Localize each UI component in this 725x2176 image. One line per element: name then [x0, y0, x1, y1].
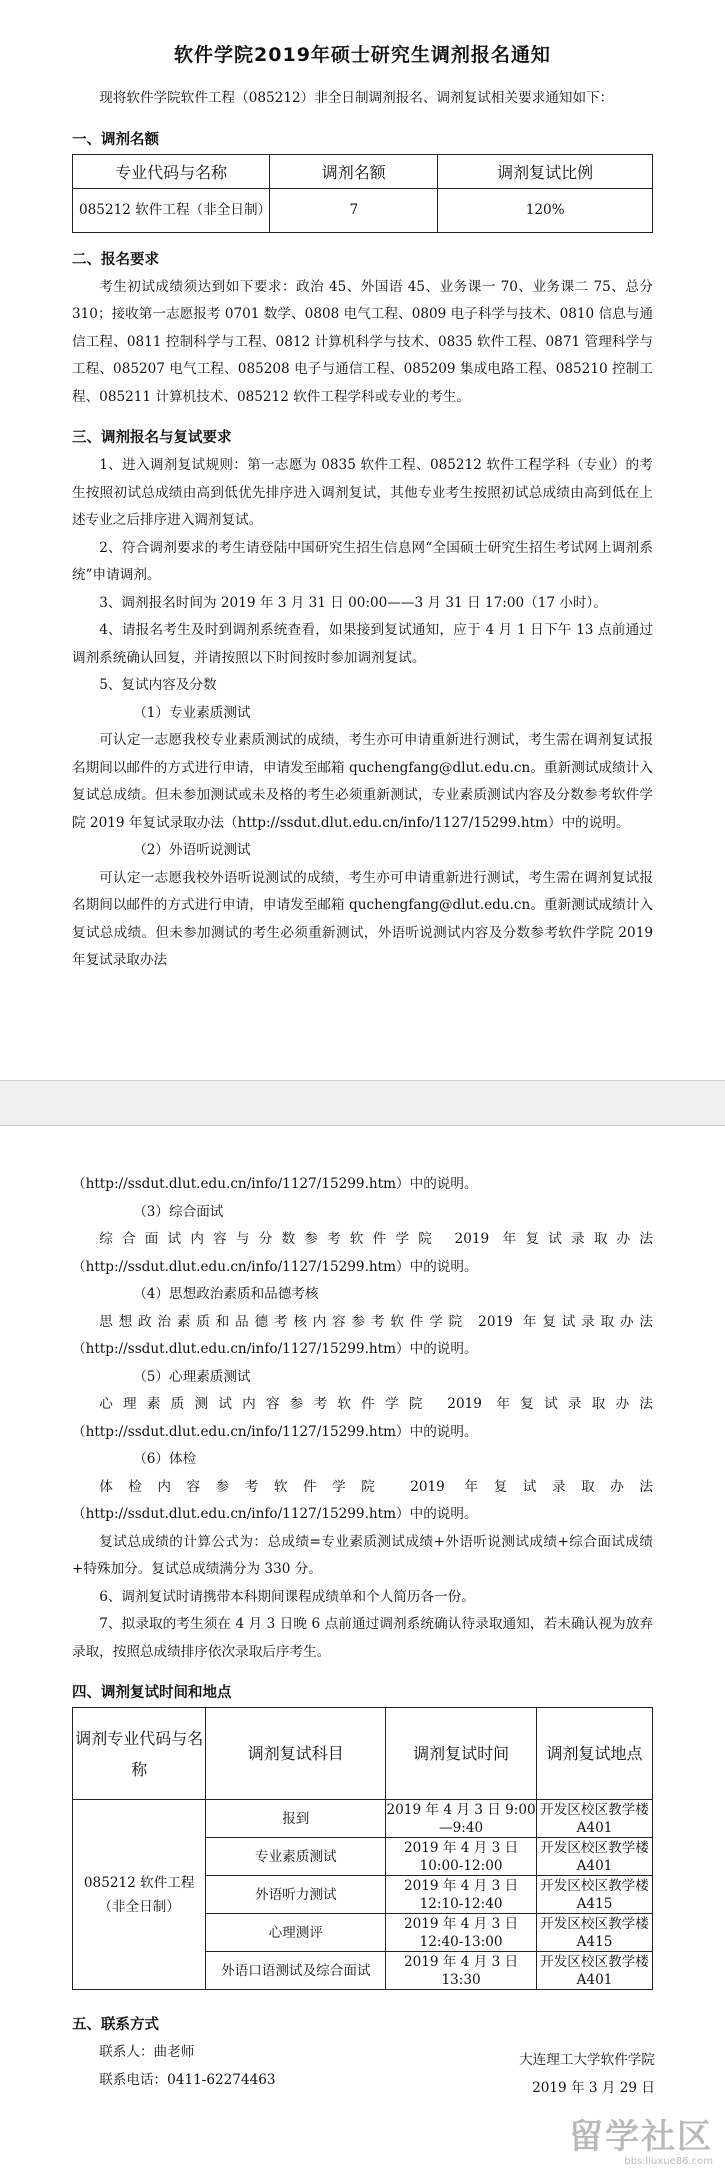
- contact-person: 联系人：曲老师: [99, 2044, 195, 2060]
- sub-5-text: 心理素质测试内容参考软件学院 2019 年复试录取办法（http://ssdut.dlut.edu.cn/info/1127/15299.htm）中的说明。: [72, 1396, 653, 1440]
- sub-3-text: 综合面试内容与分数参考软件学院 2019 年复试录取办法（http://ssdut.dlut.edu.cn/info/1127/15299.htm）中的说明。: [72, 1231, 653, 1275]
- quota-header-ratio: 调剂复试比例: [438, 154, 653, 188]
- schedule-header-time: 调剂复试时间: [386, 1708, 537, 1800]
- quota-header-major: 专业代码与名称: [73, 154, 270, 188]
- schedule-cell-subject: 心理测评: [206, 1914, 386, 1952]
- schedule-cell-time: 2019 年 4 月 3 日 12:10-12:40: [386, 1876, 537, 1914]
- schedule-cell-time: 2019 年 4 月 3 日 10:00-12:00: [386, 1838, 537, 1876]
- document-page-1: [0, 0, 725, 1080]
- sub-6-text: 体检内容参考软件学院 2019 年复试录取办法（http://ssdut.dlut.edu.cn/info/1127/15299.htm）中的说明。: [72, 1478, 653, 1522]
- page-break: [0, 1080, 725, 1126]
- schedule-cell-subject: 报到: [206, 1800, 386, 1838]
- schedule-cell-time: 2019 年 4 月 3 日 9:00—9:40: [386, 1801, 536, 1836]
- schedule-cell-subject: 专业素质测试: [206, 1838, 386, 1876]
- section-5-heading: 五、联系方式: [72, 2017, 159, 2033]
- rule-6: 6、调剂复试时请携带本科期间课程成绩单和个人简历各一份。: [99, 1588, 475, 1605]
- signature-block: [519, 2046, 655, 2102]
- quota-cell-count: 7: [270, 188, 438, 232]
- rule-7: 7、拟录取的考生须在 4 月 3 日晚 6 点前通过调剂系统确认待录取通知，若未确认视为放弃录取，按照总成绩排序依次录取后序考生。: [72, 1616, 653, 1660]
- rule-3: 3、调剂报名时间为 2019 年 3 月 31 日 00:00——3 月 31 日 17:00（17 小时）。: [99, 594, 607, 611]
- schedule-cell-time: 2019 年 4 月 3 日 12:40-13:00: [386, 1914, 537, 1952]
- schedule-header-place: 调剂复试地点: [536, 1708, 652, 1800]
- sub-6-title: （6）体检: [133, 1451, 197, 1467]
- rule-2: 2、符合调剂要求的考生请登陆中国研究生招生信息网“全国硕士研究生招生考试网上调剂系统”申请调剂。: [72, 539, 653, 583]
- schedule-cell-place: 开发区校区教学楼 A401: [536, 1952, 652, 1990]
- schedule-cell-place: 开发区校区教学楼 A401: [536, 1838, 652, 1876]
- sub-4-title: （4）思想政治素质和品德考核: [133, 1286, 319, 1302]
- schedule-header-major: 调剂专业代码与名称: [73, 1708, 206, 1800]
- schedule-cell-subject: 外语听力测试: [206, 1876, 386, 1914]
- section-3-heading: 三、调剂报名与复试要求: [72, 430, 232, 446]
- sub-3-title: （3）综合面试: [133, 1203, 224, 1220]
- signature-date: 2019 年 3 月 29 日: [532, 2080, 655, 2096]
- schedule-cell-time: 2019 年 4 月 3 日 13:30: [386, 1952, 537, 1990]
- schedule-cell-place: 开发区校区教学楼 A415: [536, 1876, 652, 1914]
- quota-cell-major: 085212 软件工程（非全日制）: [73, 188, 270, 232]
- schedule-cell-subject: 外语口语测试及综合面试: [206, 1952, 386, 1990]
- intro-paragraph: 现将软件学院软件工程（085212）非全日制调剂报名、调剂复试相关要求通知如下：: [99, 90, 614, 106]
- table-row: [73, 1800, 653, 1838]
- quota-table: [72, 154, 653, 233]
- sub-1-title: （1）专业素质测试: [133, 704, 251, 721]
- section-4-heading: 四、调剂复试时间和地点: [72, 1685, 232, 1701]
- sub-2-text-continued: （http://ssdut.dlut.edu.cn/info/1127/15299.htm）中的说明。: [72, 1176, 478, 1192]
- watermark-url: bbs.liuxue86.com: [624, 2156, 713, 2167]
- document-title: 软件学院2019年硕士研究生调剂报名通知: [174, 44, 551, 66]
- watermark-logo: [569, 2118, 713, 2168]
- quota-header-count: 调剂名额: [270, 154, 438, 188]
- schedule-cell-place: 开发区校区教学楼 A415: [536, 1914, 652, 1952]
- sub-1-text: 可认定一志愿我校专业素质测试的成绩，考生亦可申请重新进行测试，考生需在调剂复试报名期间以邮件的方式进行申请，申请发至邮箱 quchengfang@dlut.edu.cn。重新测试成绩计入复试总成绩。但未参加测试或未及格的考生必须重新测试，专业素质测试内容及分数参考软件学院 2019 年复试录取办法（http://ssdut.dlut.edu.cn/info/1127/15299.htm）中的说明。: [72, 732, 653, 831]
- rule-5: 5、复试内容及分数: [99, 677, 217, 693]
- watermark-main: 留学社区: [569, 2117, 713, 2157]
- sub-5-title: （5）心理素质测试: [133, 1368, 251, 1385]
- schedule-header-subject: 调剂复试科目: [206, 1708, 386, 1800]
- score-formula: 复试总成绩的计算公式为：总成绩=专业素质测试成绩+外语听说测试成绩+综合面试成绩+特殊加分。复试总成绩满分为 330 分。: [72, 1533, 653, 1577]
- document-page-2: [0, 1126, 725, 2176]
- quota-cell-ratio: 120%: [438, 188, 653, 232]
- signature-org: 大连理工大学软件学院: [519, 2052, 655, 2068]
- rule-1: 1、进入调剂复试规则：第一志愿为 0835 软件工程、085212 软件工程学科（专业）的考生按照初试总成绩由高到低优先排序进入调剂复试，其他专业考生按照初试总成绩由高到低在上述专业之后排序进入调剂复试。: [72, 457, 653, 528]
- contact-phone: 联系电话：0411-62274463: [99, 2071, 276, 2088]
- rule-4: 4、请报名考生及时到调剂系统查看，如果接到复试通知，应于 4 月 1 日下午 13 点前通过调剂系统确认回复，并请按照以下时间按时参加调剂复试。: [72, 622, 653, 666]
- requirements-paragraph: 考生初试成绩须达到如下要求：政治 45、外国语 45、业务课一 70、业务课二 75、总分 310；接收第一志愿报考 0701 数学、0808 电气工程、0809 电子科学与技术、0810 信息与通信工程、0811 控制科学与工程、0812 计算机科学与技术、0835 软件工程、0871 管理科学与工程、085207 电气工程、085208 电子与通信工程、085209 集成电路工程、085210 控制工程、085211 计算机技术、085212 软件工程学科或专业的考生。: [72, 278, 653, 405]
- sub-2-text: 可认定一志愿我校外语听说测试的成绩，考生亦可申请重新进行测试，考生需在调剂复试报名期间以邮件的方式进行申请，申请发至邮箱 quchengfang@dlut.edu.cn。重新测试成绩计入复试总成绩。但未参加测试的考生必须重新测试，外语听说测试内容及分数参考软件学院 2019 年复试录取办法: [72, 869, 653, 968]
- schedule-cell-place: 开发区校区教学楼 A401: [536, 1800, 652, 1838]
- sub-4-text: 思想政治素质和品德考核内容参考软件学院 2019 年复试录取办法（http://ssdut.dlut.edu.cn/info/1127/15299.htm）中的说明。: [72, 1313, 653, 1357]
- section-1-heading: 一、调剂名额: [72, 131, 159, 148]
- schedule-cell-major: 085212 软件工程（非全日制）: [73, 1800, 206, 1990]
- schedule-table: [72, 1707, 653, 1990]
- section-2-heading: 二、报名要求: [72, 251, 159, 268]
- sub-2-title: （2）外语听说测试: [133, 842, 251, 858]
